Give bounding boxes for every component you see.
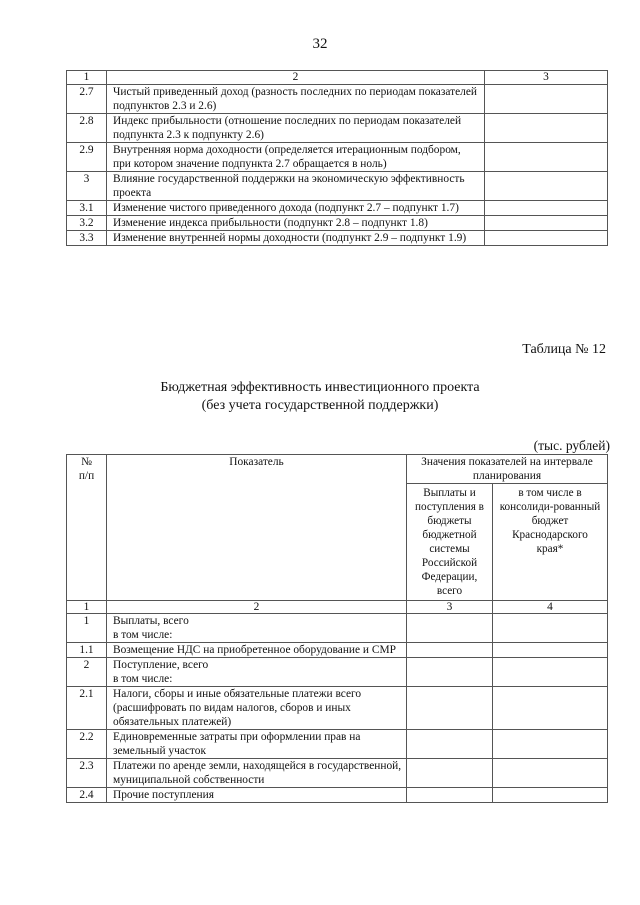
row-description: Прочие поступления [107, 788, 407, 803]
row-description: Поступление, всего в том числе: [107, 658, 407, 687]
row-value-total [407, 788, 493, 803]
table-row [67, 759, 608, 788]
row-value [485, 172, 608, 201]
row-value-total [407, 614, 493, 643]
table-row [67, 85, 608, 114]
row-description: Изменение индекса прибыльности (подпункт 2.8 – подпункт 1.8) [107, 216, 485, 231]
row-description: Изменение чистого приведенного дохода (подпункт 2.7 – подпункт 1.7) [107, 201, 485, 216]
row-description: Налоги, сборы и иные обязательные платежи всего (расшифровать по видам налогов, сборов и иных обязательных платежей) [107, 687, 407, 730]
index-cell-1: 1 [67, 601, 107, 614]
index-cell-3: 3 [407, 601, 493, 614]
header-regional-budget: в том числе в консолиди-рованный бюджет Краснодарского края* [493, 484, 608, 601]
row-value [485, 85, 608, 114]
row-description: Возмещение НДС на приобретенное оборудование и СМР [107, 643, 407, 658]
row-value-total [407, 643, 493, 658]
row-number: 3.1 [67, 201, 107, 216]
row-number: 3.2 [67, 216, 107, 231]
row-number: 1.1 [67, 643, 107, 658]
table-row [67, 143, 608, 172]
row-value-regional [493, 658, 608, 687]
row-value-total [407, 730, 493, 759]
row-description: Индекс прибыльности (отношение последних по периодам показателей подпункта 2.3 к подпункту 2.6) [107, 114, 485, 143]
row-description: Изменение внутренней нормы доходности (подпункт 2.9 – подпункт 1.9) [107, 231, 485, 246]
document-title [0, 379, 640, 415]
header-values: Значения показателей на интервале планирования [407, 455, 608, 484]
table-caption: Таблица № 12 [522, 342, 606, 357]
row-number: 2.9 [67, 143, 107, 172]
row-number: 2.1 [67, 687, 107, 730]
row-value [485, 231, 608, 246]
row-number: 3.3 [67, 231, 107, 246]
row-description: Платежи по аренде земли, находящейся в государственной, муниципальной собственности [107, 759, 407, 788]
header-cell-1: 1 [67, 71, 107, 85]
header-cell-3: 3 [485, 71, 608, 85]
row-value [485, 114, 608, 143]
row-value-regional [493, 730, 608, 759]
title-line-1: Бюджетная эффективность инвестиционного проекта [160, 380, 480, 395]
row-number: 3 [67, 172, 107, 201]
index-cell-2: 2 [107, 601, 407, 614]
table-header-row [67, 71, 608, 85]
page-number: 32 [312, 36, 328, 52]
row-value [485, 201, 608, 216]
table-row [67, 114, 608, 143]
row-value [485, 216, 608, 231]
indicator-table-continued [66, 70, 608, 246]
table-header-row [67, 455, 608, 484]
row-value-regional [493, 788, 608, 803]
table-row [67, 658, 608, 687]
row-description: Внутренняя норма доходности (определяется итерационным подбором, при котором значение подпункта 2.7 обращается в ноль) [107, 143, 485, 172]
header-indicator: Показатель [107, 455, 407, 601]
table-row [67, 614, 608, 643]
table-row [67, 172, 608, 201]
row-description: Влияние государственной поддержки на экономическую эффективность проекта [107, 172, 485, 201]
table-row [67, 201, 608, 216]
table-row [67, 687, 608, 730]
table-row [67, 231, 608, 246]
row-description: Выплаты, всего в том числе: [107, 614, 407, 643]
column-index-row [67, 601, 608, 614]
row-value-regional [493, 687, 608, 730]
row-number: 2.8 [67, 114, 107, 143]
row-value [485, 143, 608, 172]
row-value-total [407, 759, 493, 788]
row-value-regional [493, 759, 608, 788]
row-value-regional [493, 614, 608, 643]
units-label: (тыс. рублей) [533, 438, 610, 453]
table-row [67, 730, 608, 759]
table-row [67, 216, 608, 231]
row-description: Чистый приведенный доход (разность последних по периодам показателей подпунктов 2.3 и 2.6) [107, 85, 485, 114]
row-description: Единовременные затраты при оформлении прав на земельный участок [107, 730, 407, 759]
index-cell-4: 4 [493, 601, 608, 614]
table-row [67, 788, 608, 803]
row-value-total [407, 658, 493, 687]
header-number: № п/п [67, 455, 107, 601]
budget-efficiency-table [66, 454, 608, 803]
row-value-total [407, 687, 493, 730]
table-row [67, 643, 608, 658]
row-number: 1 [67, 614, 107, 643]
row-value-regional [493, 643, 608, 658]
title-line-2: (без учета государственной поддержки) [201, 398, 439, 413]
header-total-payments: Выплаты и поступления в бюджеты бюджетной системы Российской Федерации, всего [407, 484, 493, 601]
row-number: 2.3 [67, 759, 107, 788]
row-number: 2.7 [67, 85, 107, 114]
row-number: 2 [67, 658, 107, 687]
header-cell-2: 2 [107, 71, 485, 85]
row-number: 2.2 [67, 730, 107, 759]
row-number: 2.4 [67, 788, 107, 803]
